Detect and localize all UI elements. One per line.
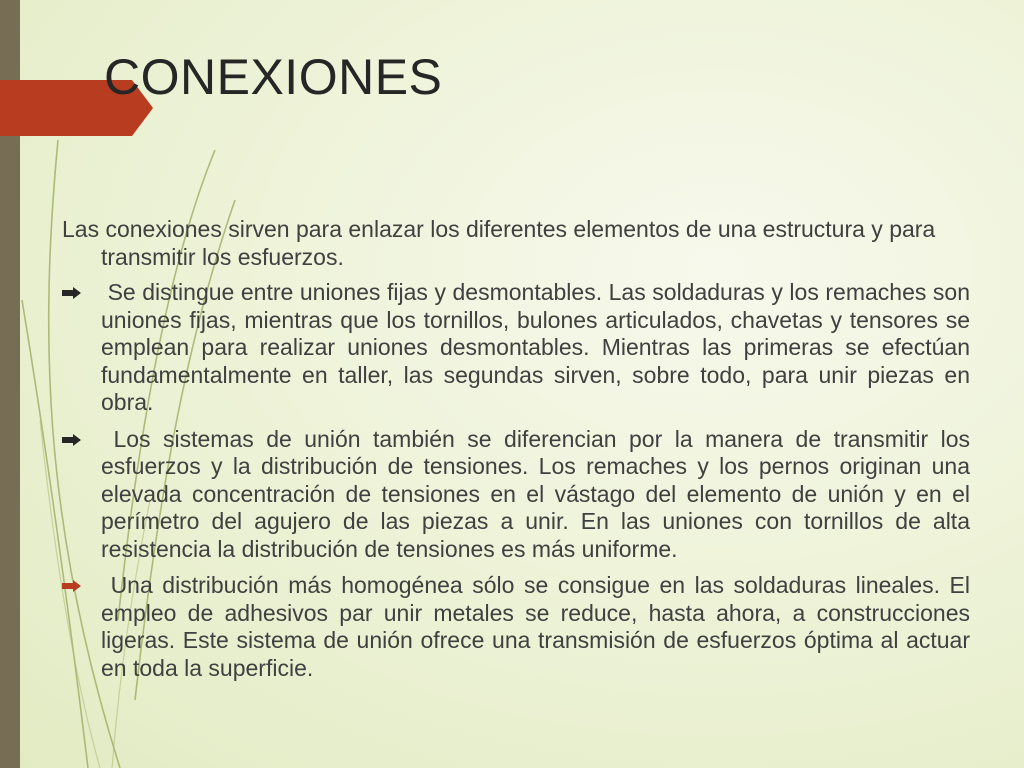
arrow-right-icon <box>62 434 82 446</box>
arrow-right-icon <box>62 287 82 299</box>
list-item <box>62 425 977 564</box>
bullet-text: Una distribución más homogénea sólo se consigue en las soldaduras lineales. El empleo de adhesivos par unir metales se reduce, hasta ahora, a construcciones ligeras. Este sistema de unión ofrece una transmisión de esfuerzos óptima al actuar en toda la superficie. <box>101 572 977 681</box>
list-item <box>62 279 977 417</box>
slide-body <box>62 216 977 691</box>
arrow-right-icon <box>62 580 82 592</box>
bullet-text: Se distingue entre uniones fijas y desmontables. Las soldaduras y los remaches son uniones fijas, mientras que los tornillos, bulones articulados, chavetas y tensores se emplean para realizar uniones desmontables. Mientras las primeras se efectúan fundamentalmente en taller, las segundas sirven, sobre todo, para unir piezas en obra. <box>101 279 977 415</box>
intro-paragraph: Las conexiones sirven para enlazar los diferentes elementos de una estructura y para transmitir los esfuerzos. <box>62 216 936 270</box>
slide-title: CONEXIONES <box>104 49 443 105</box>
bullet-list <box>62 279 977 682</box>
list-item <box>62 572 977 682</box>
bullet-text: Los sistemas de unión también se diferencian por la manera de transmitir los esfuerzos y la distribución de tensiones. Los remaches y los pernos originan una elevada concentración de tensiones en el vástago del elemento de unión y en el perímetro del agujero de las piezas a unir. En las uniones con tornillos de alta resistencia la distribución de tensiones es más uniforme. <box>101 425 977 562</box>
